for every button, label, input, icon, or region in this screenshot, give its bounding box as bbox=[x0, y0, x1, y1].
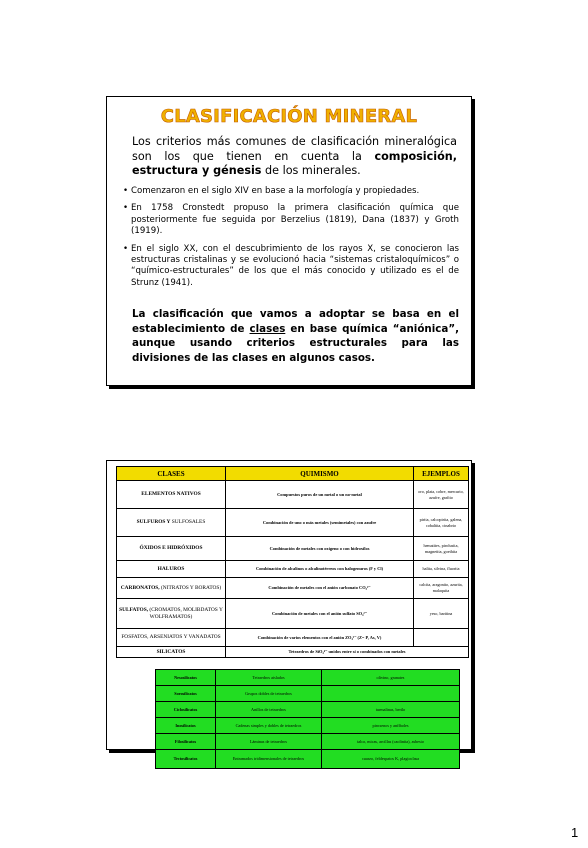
subclass-row bbox=[156, 750, 460, 769]
slide-title: CLASIFICACIÓN MINERAL bbox=[160, 106, 418, 127]
ejemplos-cell: halita, silvina, fluorita bbox=[414, 561, 469, 578]
table-row bbox=[117, 509, 469, 537]
clase-cell bbox=[117, 578, 226, 599]
bullet-item: • En 1758 Cronstedt propuso la primera clasificación química que posteriormente fue seguida por Berzelius (1819), Dana (1837) y Groth (1919). bbox=[123, 203, 459, 237]
subclass-ejemplos: talco, micas, arcillas (caolinita), asbesto bbox=[322, 734, 460, 750]
ejemplos-cell: oro, plata, cobre, mercurio, azufre, grafito bbox=[414, 481, 469, 509]
silicate-subclasses-table bbox=[155, 669, 460, 769]
subclass-name: Sorosilicatos bbox=[156, 686, 216, 702]
subclass-desc: Tetraedros aislados bbox=[216, 670, 322, 686]
conclusion-text-1: La clasificación que vamos a adoptar se basa en el establecimiento de bbox=[132, 308, 459, 335]
table-row bbox=[117, 481, 469, 509]
quimismo-cell: Combinación de varios elementos con el anión ZO₄³⁻ (Z= P, As, V) bbox=[226, 629, 414, 647]
slide-clasificacion-mineral bbox=[106, 96, 472, 386]
header-clases: CLASES bbox=[117, 467, 226, 481]
quimismo-cell: Combinación de metales con el anión sulfato SO₄²⁻ bbox=[226, 599, 414, 629]
clase-cell bbox=[117, 481, 226, 509]
quimismo-cell: Combinación de alcalinos o alcalinotérreos con halogenuros (F y Cl) bbox=[226, 561, 414, 578]
header-ejemplos: EJEMPLOS bbox=[414, 467, 469, 481]
clase-name: HALUROS bbox=[157, 565, 185, 572]
subclass-ejemplos: piroxenos y anfíboles bbox=[322, 718, 460, 734]
subclass-ejemplos: olivino, granates bbox=[322, 670, 460, 686]
table-row bbox=[117, 629, 469, 647]
subclass-ejemplos bbox=[322, 686, 460, 702]
clase-cell bbox=[117, 599, 226, 629]
clase-extra: SULFOSALES bbox=[170, 519, 206, 525]
conclusion-paragraph bbox=[132, 307, 459, 365]
table-row-silicatos bbox=[117, 647, 469, 658]
clase-name: SULFUROS Y bbox=[136, 519, 171, 525]
clase-cell bbox=[117, 509, 226, 537]
ejemplos-cell: calcita, aragonito, azurita, malaquita bbox=[414, 578, 469, 599]
subclass-desc: Entramados tridimensionales de tetraedros bbox=[216, 750, 322, 769]
bullet-list bbox=[123, 186, 459, 295]
subclass-desc: Anillos de tetraedros bbox=[216, 702, 322, 718]
subclass-desc: Láminas de tetraedros bbox=[216, 734, 322, 750]
subclass-name: Inosilicatos bbox=[156, 718, 216, 734]
subclass-name: Filosilicatos bbox=[156, 734, 216, 750]
slide-clases-table bbox=[106, 460, 472, 762]
subclass-name: Ciclosilicatos bbox=[156, 702, 216, 718]
subclass-row bbox=[156, 702, 460, 718]
conclusion-underline: clases bbox=[249, 322, 286, 335]
ejemplos-cell: yeso, baritina bbox=[414, 599, 469, 629]
subclass-ejemplos: turmalinas, berilo bbox=[322, 702, 460, 718]
ejemplos-cell: hematites, pirolusita, magnetita, goethita bbox=[414, 537, 469, 561]
clase-cell bbox=[117, 561, 226, 578]
clase-name: SULFATOS, bbox=[119, 606, 149, 613]
subclass-row bbox=[156, 670, 460, 686]
table-header-row bbox=[117, 467, 469, 481]
subclass-row bbox=[156, 718, 460, 734]
table-row bbox=[117, 561, 469, 578]
page-number: 1 bbox=[571, 825, 579, 840]
subclass-desc: Grupos dobles de tetraedros bbox=[216, 686, 322, 702]
clase-cell bbox=[117, 629, 226, 647]
ejemplos-cell: pirita, calcopirita, galena, cobaltita, cinabrio bbox=[414, 509, 469, 537]
bullet-item: • Comenzaron en el siglo XIV en base a la morfología y propiedades. bbox=[123, 186, 459, 197]
table-row bbox=[117, 578, 469, 599]
clase-cell: SILICATOS bbox=[117, 647, 226, 658]
conclusion-text-2: en base química “aniónica”, aunque usando criterios estructurales para las divisiones de las clases en algunos casos. bbox=[132, 322, 459, 364]
subclass-row bbox=[156, 686, 460, 702]
clase-name: ELEMENTOS NATIVOS bbox=[141, 491, 201, 497]
subclass-name: Tectosilicatos bbox=[156, 750, 216, 769]
subclass-row bbox=[156, 734, 460, 750]
header-quimismo: QUIMISMO bbox=[226, 467, 414, 481]
clase-extra: (NITRATOS Y BORATOS) bbox=[159, 584, 222, 591]
clase-name: ÓXIDOS E HIDRÓXIDOS bbox=[139, 545, 203, 551]
table-row bbox=[117, 537, 469, 561]
bullet-item: • En el siglo XX, con el descubrimiento de los rayos X, se conocieron las estructuras cristalinas y se evolucionó hacia “sistemas cristaloquímicos” o “químico-estructurales” de los que el más conocido y utilizado es el de Strunz (1941). bbox=[123, 244, 459, 290]
classes-table bbox=[116, 466, 469, 658]
intro-text-2: de los minerales. bbox=[261, 164, 361, 177]
ejemplos-cell bbox=[414, 629, 469, 647]
quimismo-cell: Combinación de metales con el anión carbonato CO₃²⁻ bbox=[226, 578, 414, 599]
quimismo-cell: Tetraedros de SiO₄⁴⁻ unidos entre sí o combinados con metales bbox=[226, 647, 469, 658]
quimismo-cell: Combinación de uno o más metales (semimetales) con azufre bbox=[226, 509, 414, 537]
quimismo-cell: Combinación de metales con oxígeno o con hidroxilos bbox=[226, 537, 414, 561]
subclass-desc: Cadenas simples y dobles de tetraedros bbox=[216, 718, 322, 734]
intro-paragraph bbox=[132, 135, 457, 179]
table-row bbox=[117, 599, 469, 629]
subclass-ejemplos: cuarzo, feldespatos K, plagioclasa bbox=[322, 750, 460, 769]
clase-name: CARBONATOS, bbox=[120, 584, 160, 591]
intro-bold: composición, estructura y génesis bbox=[132, 149, 457, 177]
clase-cell bbox=[117, 537, 226, 561]
quimismo-cell: Compuestos puros de un metal o un no-metal bbox=[226, 481, 414, 509]
intro-text-1: Los criterios más comunes de clasificación mineralógica son los que tienen en cuenta la bbox=[132, 135, 457, 163]
subclass-name: Nesosilicatos bbox=[156, 670, 216, 686]
clase-extra: (CROMATOS, MOLIBDATOS Y WOLFRAMATOS) bbox=[148, 606, 223, 620]
clase-extra: FOSFATOS, ARSENIATOS Y VANADATOS bbox=[121, 634, 221, 640]
